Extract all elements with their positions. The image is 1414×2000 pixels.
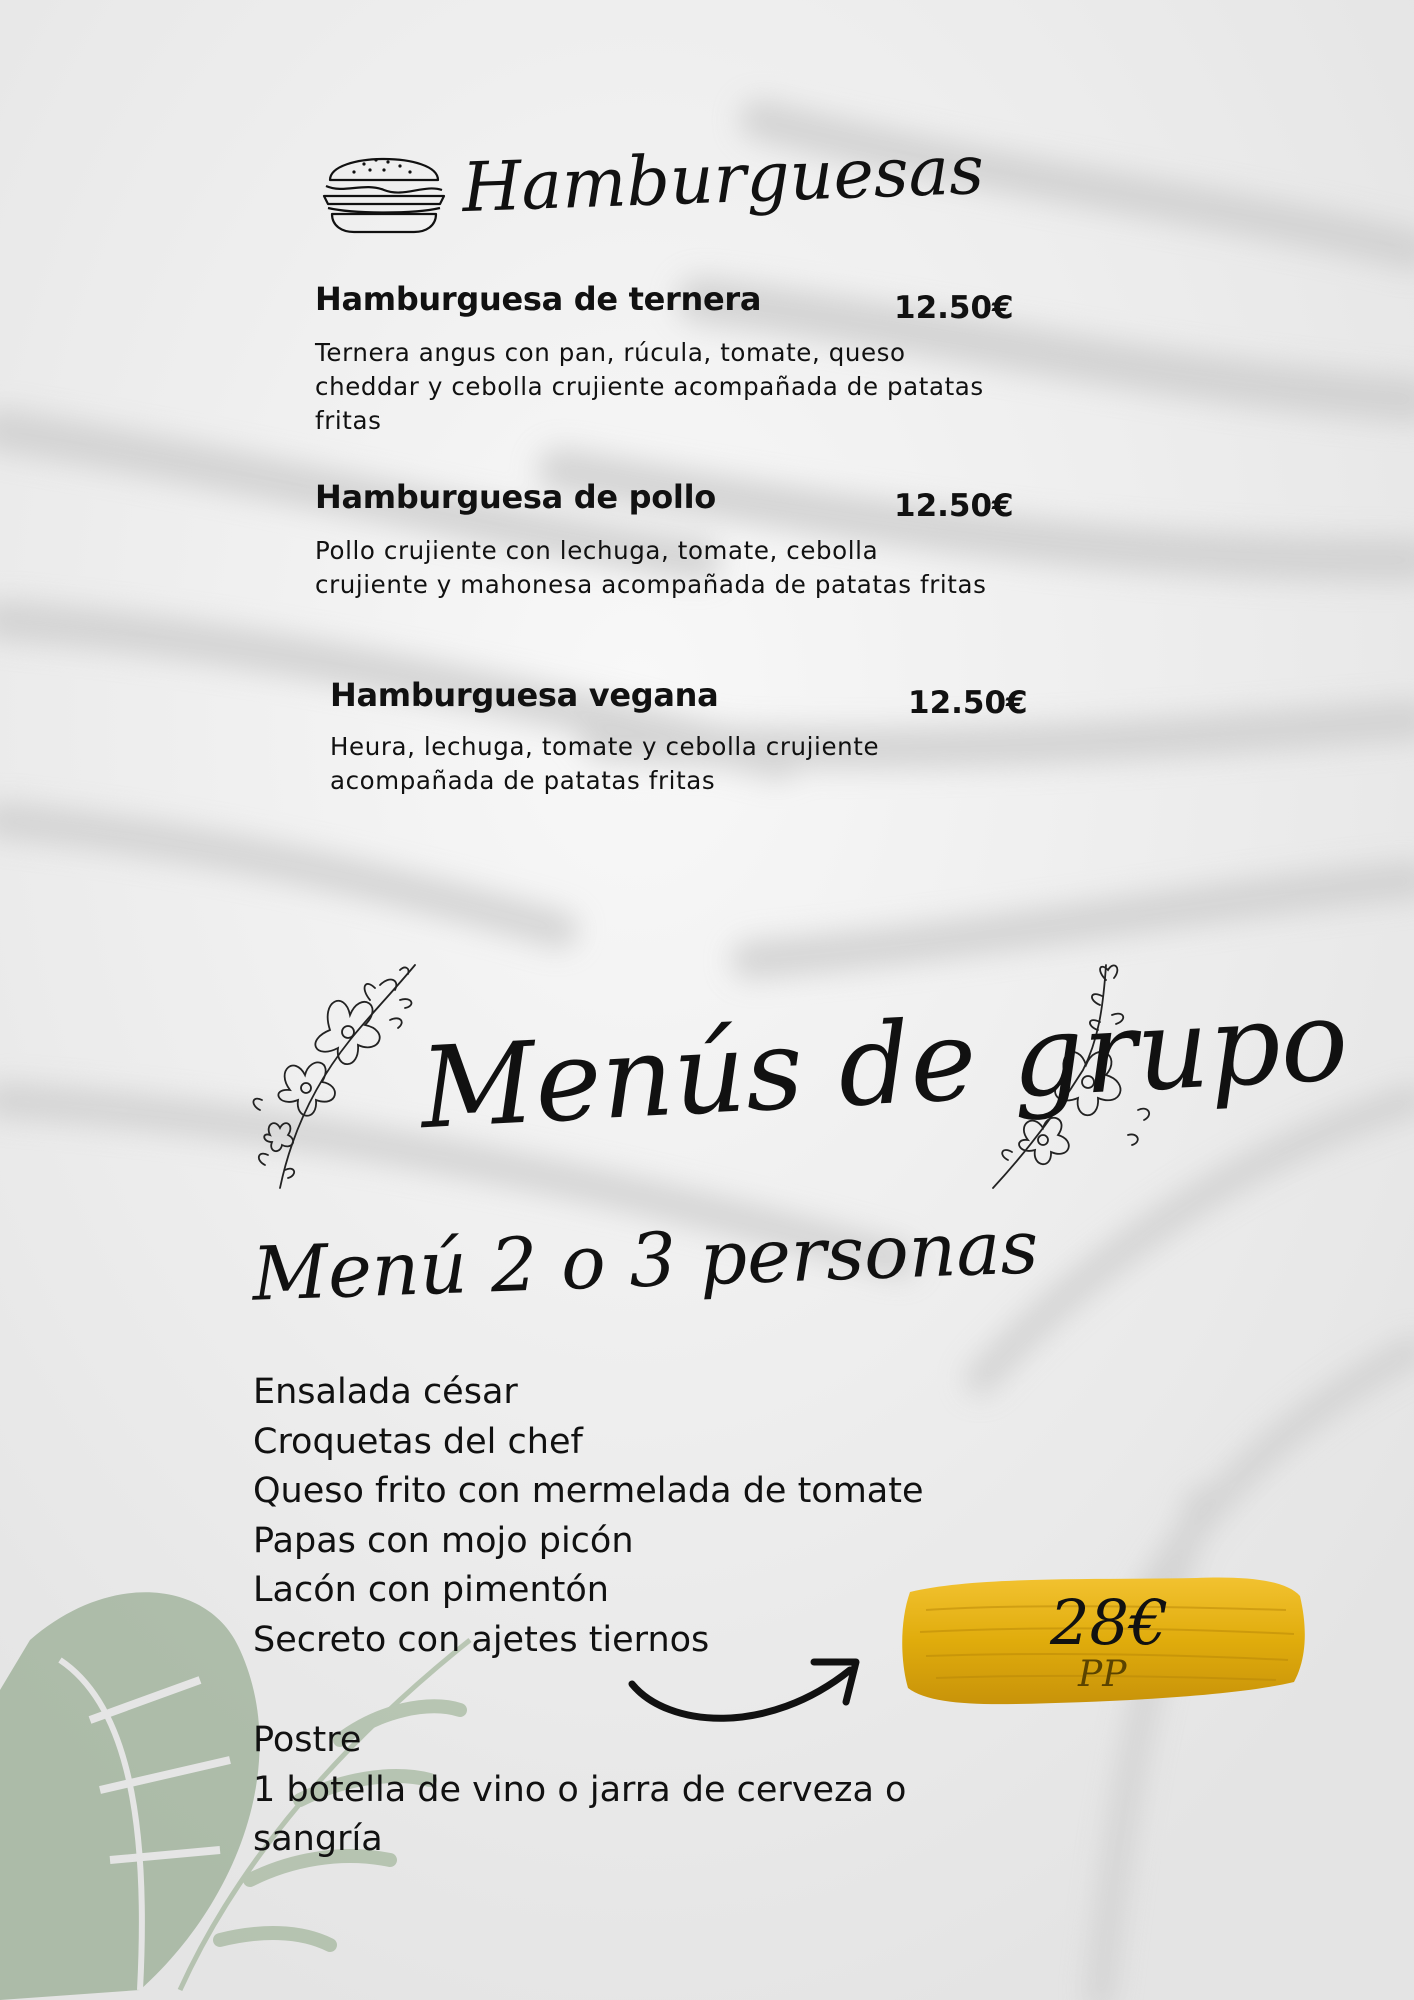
menu-item-name: Hamburguesa de pollo xyxy=(315,478,716,516)
list-item: Papas con mojo picón xyxy=(253,1520,634,1561)
flower-left-icon xyxy=(250,960,420,1190)
list-item: sangría xyxy=(253,1819,383,1860)
menu-item-name: Hamburguesa vegana xyxy=(330,676,719,714)
group-menu-price-unit: PP xyxy=(1078,1654,1127,1695)
burger-icon xyxy=(314,142,454,238)
menu-item-price: 12.50€ xyxy=(894,488,1014,524)
group-menu-dishes xyxy=(253,1368,924,1666)
menu-item-description: Pollo crujiente con lechuga, tomate, cebolla crujiente y mahonesa acompañada de patatas fritas xyxy=(315,536,987,599)
menu-item-name: Hamburguesa de ternera xyxy=(315,280,762,318)
group-menu-price: 28€ xyxy=(1050,1586,1169,1659)
group-menu-extras xyxy=(253,1716,906,1865)
menu-item-description: Ternera angus con pan, rúcula, tomate, queso cheddar y cebolla crujiente acompañada de patatas fritas xyxy=(315,338,984,435)
list-item: Queso frito con mermelada de tomate xyxy=(253,1471,924,1512)
list-item: Postre xyxy=(253,1720,362,1760)
menu-item-price: 12.50€ xyxy=(908,685,1028,721)
group-menus-title: Menús de grupo xyxy=(417,975,1352,1155)
list-item: Secreto con ajetes tiernos xyxy=(253,1619,710,1660)
list-item: Lacón con pimentón xyxy=(253,1570,609,1611)
arrow-right-icon xyxy=(628,1648,868,1738)
group-menu-subtitle: Menú 2 o 3 personas xyxy=(250,1204,1040,1318)
menu-item-description: Heura, lechuga, tomate y cebolla crujiente acompañada de patatas fritas xyxy=(330,732,880,795)
list-item: Croquetas del chef xyxy=(253,1421,583,1462)
list-item: Ensalada césar xyxy=(253,1372,518,1412)
list-item: 1 botella de vino o jarra de cerveza o xyxy=(253,1769,907,1810)
burgers-section-title: Hamburguesas xyxy=(460,130,986,229)
menu-item-price: 12.50€ xyxy=(894,290,1014,326)
